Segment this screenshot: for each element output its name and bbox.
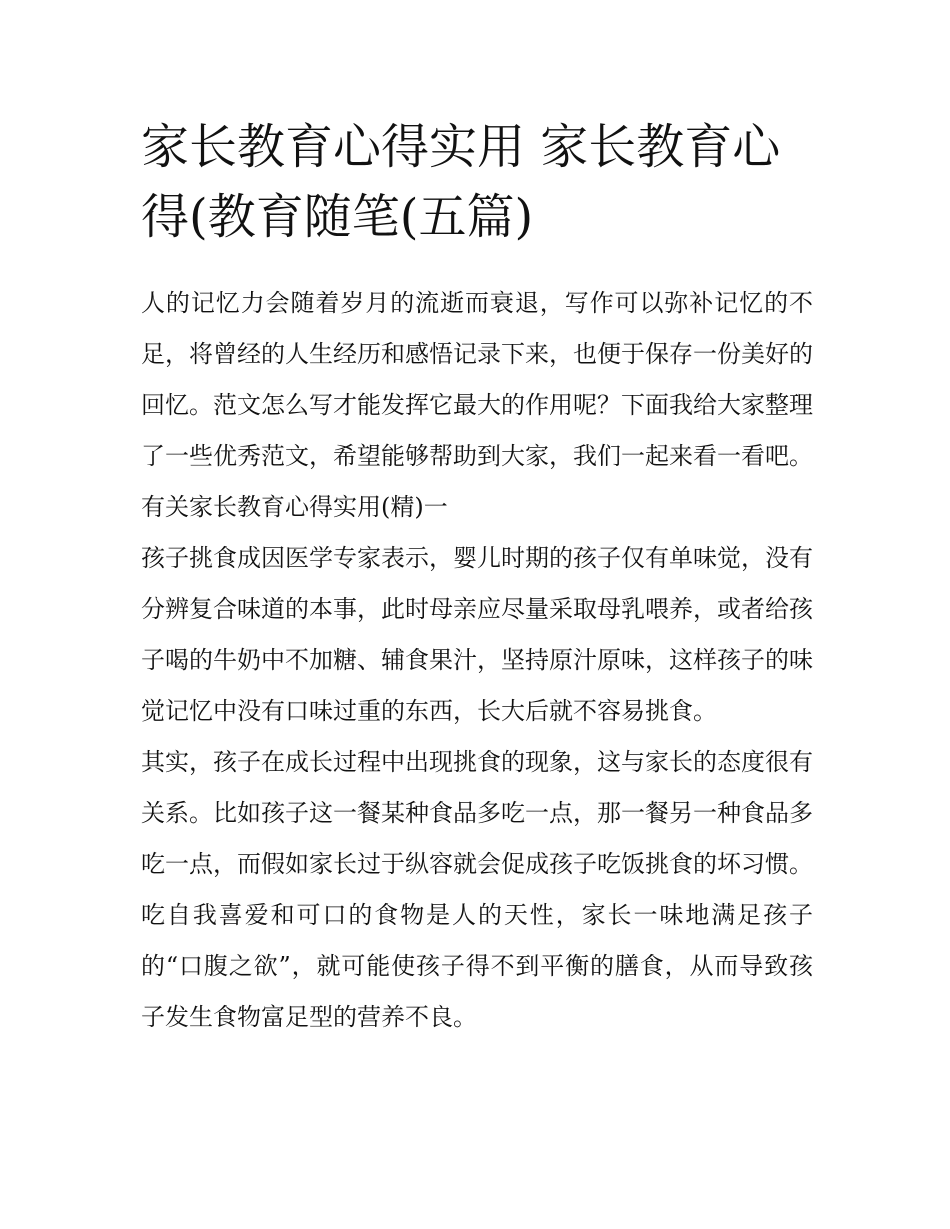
document-title: 家长教育心得实用 家长教育心得(教育随笔(五篇) bbox=[141, 119, 781, 245]
section-heading: 有关家长教育心得实用(精)一 bbox=[141, 493, 448, 521]
body-paragraph-1: 孩子挑食成因医学专家表示，婴儿时期的孩子仅有单味觉，没有分辨复合味道的本事，此时母亲应尽量采取母乳喂养，或者给孩子喝的牛奶中不加糖、辅食果汁，坚持原汁原味，这样孩子的味觉记忆中没有口味过重的东西，长大后就不容易挑食。 bbox=[141, 544, 813, 725]
intro-paragraph: 人的记忆力会随着岁月的流逝而衰退，写作可以弥补记忆的不足，将曾经的人生经历和感悟记录下来，也便于保存一份美好的回忆。范文怎么写才能发挥它最大的作用呢？下面我给大家整理了一些优秀范文，希望能够帮助到大家，我们一起来看一看吧。 bbox=[141, 289, 813, 470]
document-page bbox=[141, 112, 813, 1043]
body-paragraph-2: 其实，孩子在成长过程中出现挑食的现象，这与家长的态度很有关系。比如孩子这一餐某种食品多吃一点，那一餐另一种食品多吃一点，而假如家长过于纵容就会促成孩子吃饭挑食的坏习惯。吃自我喜爱和可口的食物是人的天性，家长一味地满足孩子的“口腹之欲”，就可能使孩子得不到平衡的膳食，从而导致孩子发生食物富足型的营养不良。 bbox=[141, 748, 813, 1031]
